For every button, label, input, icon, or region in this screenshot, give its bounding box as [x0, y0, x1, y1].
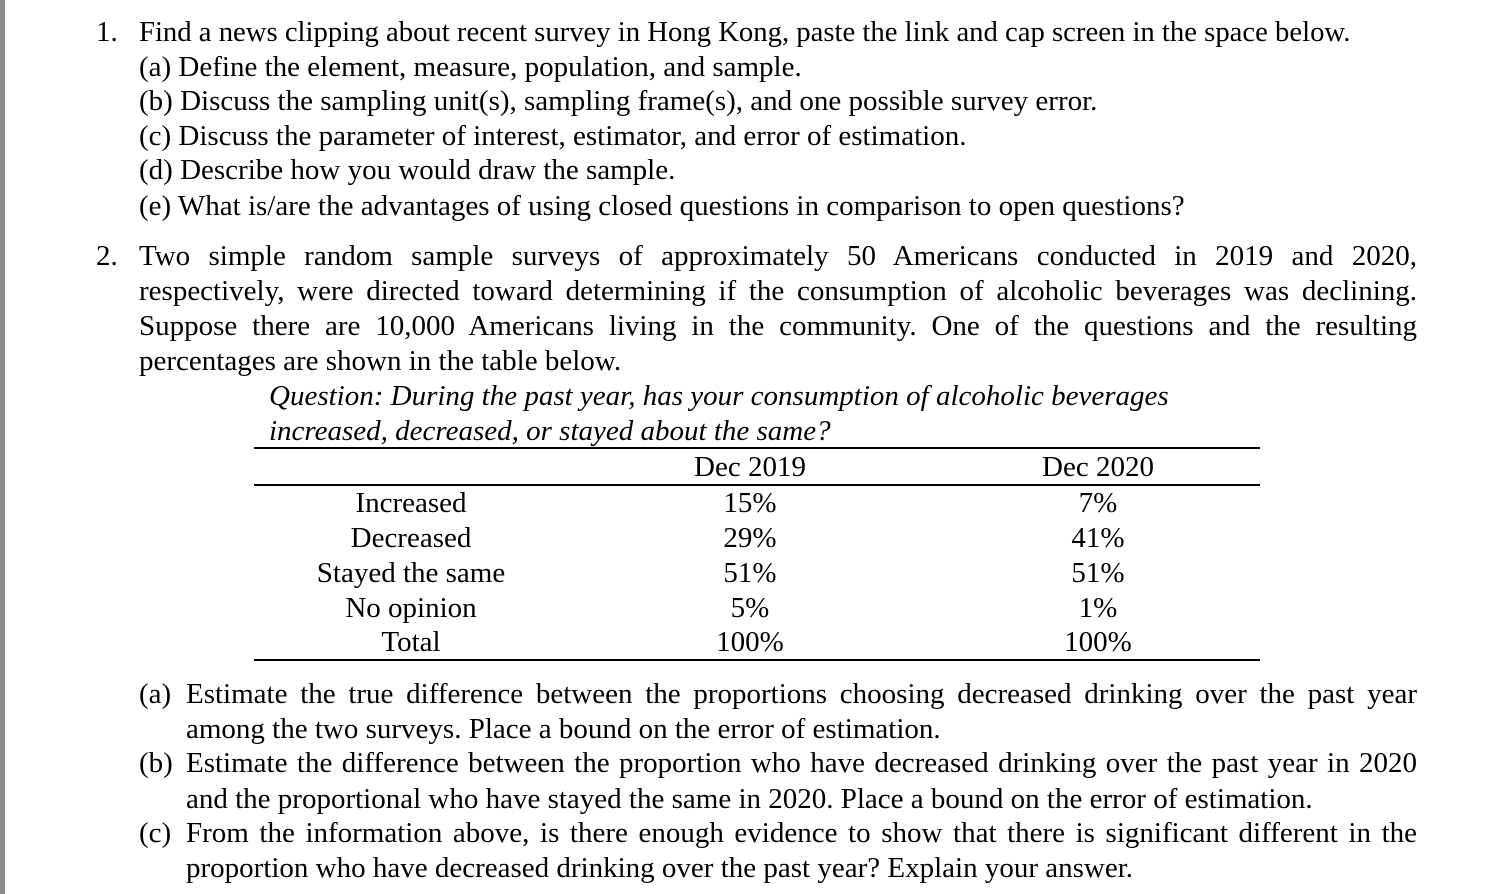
question-2-part-b-line-1: Estimate the difference between the proportion who have decreased drinking over the past year in 2020	[186, 747, 1417, 779]
question-2-number: 2.	[96, 240, 118, 272]
question-2-line-4: percentages are shown in the table below.	[139, 345, 622, 377]
question-2-part-a-label: (a)	[139, 678, 172, 710]
table-cell-2020: 7%	[1078, 487, 1118, 519]
table-cell-2020: 41%	[1071, 522, 1125, 554]
question-1-part-b: (b) Discuss the sampling unit(s), sampling frame(s), and one possible survey error.	[139, 85, 1098, 117]
survey-question-line-1: Question: During the past year, has your consumption of alcoholic beverages	[269, 380, 1169, 412]
table-row-label: Increased	[355, 487, 467, 519]
table-row-label: Total	[381, 626, 441, 658]
question-2-part-c-line-1: From the information above, is there enough evidence to show that there is significant different in the	[186, 817, 1417, 849]
table-cell-2019: 15%	[723, 487, 777, 519]
question-2-part-c-label: (c)	[139, 817, 172, 849]
question-2-line-2: respectively, were directed toward determining if the consumption of alcoholic beverages was declining.	[139, 275, 1417, 307]
table-header-dec-2019: Dec 2019	[694, 451, 806, 483]
table-bottom-rule	[254, 659, 1260, 661]
survey-question-line-2: increased, decreased, or stayed about the same?	[269, 415, 831, 447]
table-header-dec-2020: Dec 2020	[1042, 451, 1154, 483]
table-row-label: Stayed the same	[316, 557, 506, 589]
question-2-line-1: Two simple random sample surveys of approximately 50 Americans conducted in 2019 and 2020,	[139, 240, 1417, 272]
table-cell-2020: 100%	[1064, 626, 1132, 658]
table-cell-2020: 51%	[1071, 557, 1125, 589]
question-2-part-b-line-2: and the proportional who have stayed the same in 2020. Place a bound on the error of estimation.	[186, 783, 1313, 815]
question-2-line-3: Suppose there are 10,000 Americans living in the community. One of the questions and the resulting	[139, 310, 1417, 342]
question-2-part-a-line-1: Estimate the true difference between the proportions choosing decreased drinking over the past year	[186, 678, 1417, 710]
question-1-text: Find a news clipping about recent survey in Hong Kong, paste the link and cap screen in the space below.	[139, 16, 1351, 48]
table-row-label: No opinion	[345, 592, 477, 624]
question-2-part-c-line-2: proportion who have decreased drinking over the past year? Explain your answer.	[186, 852, 1134, 884]
question-1-part-c: (c) Discuss the parameter of interest, estimator, and error of estimation.	[139, 120, 967, 152]
table-cell-2020: 1%	[1078, 592, 1118, 624]
table-row-label: Decreased	[350, 522, 472, 554]
question-2-part-a-line-2: among the two surveys. Place a bound on the error of estimation.	[186, 713, 941, 745]
question-1-part-d: (d) Describe how you would draw the sample.	[139, 154, 676, 186]
table-cell-2019: 5%	[730, 592, 770, 624]
table-top-rule	[254, 447, 1260, 449]
table-cell-2019: 100%	[716, 626, 784, 658]
question-1-part-e: (e) What is/are the advantages of using closed questions in comparison to open questions?	[139, 190, 1185, 222]
question-1-part-a: (a) Define the element, measure, population, and sample.	[139, 51, 802, 83]
table-cell-2019: 51%	[723, 557, 777, 589]
question-1-number: 1.	[96, 16, 118, 48]
question-2-part-b-label: (b)	[139, 747, 173, 779]
table-cell-2019: 29%	[723, 522, 777, 554]
